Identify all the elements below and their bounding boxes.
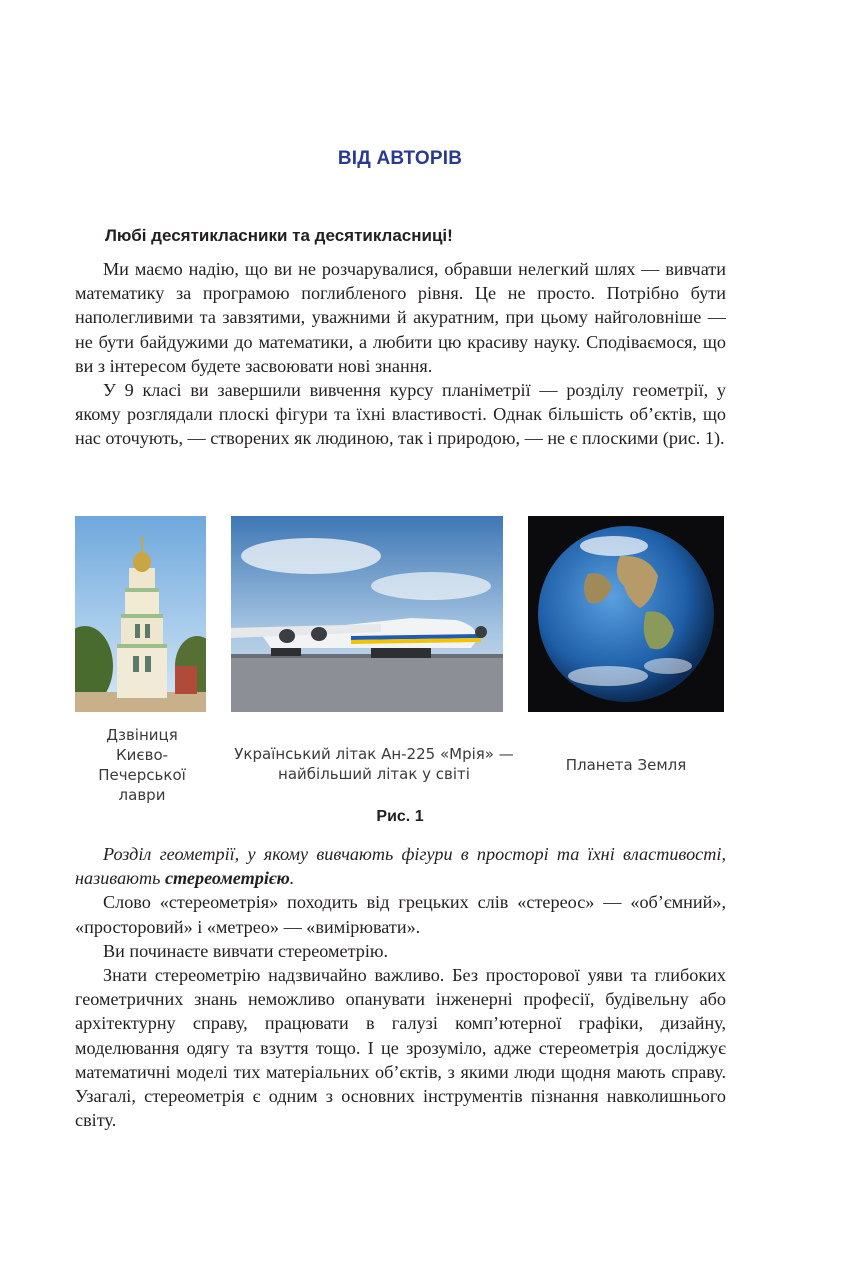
main-text — [75, 842, 726, 1132]
closing-paragraph-2: Ви починаєте вивчати стереометрію. — [103, 940, 389, 961]
closing-paragraph-3: Знати стереометрію надзвичайно важливо. Без просторової уяви та глибоких геометричних знань неможливо опанувати інженерні професії, будівельну або архітектурну справу, працювати в галузі комп’ютерної графіки, дизайну, моделювання одягу та взуття тощо. І це зрозуміло, адже стереометрія досліджує математичні моделі тих матеріальних об’єктів, з якими люди щодня мають справу. Узагалі, стереометрія є одним з основних інструментів пізнання навколишнього світу. — [75, 965, 726, 1131]
greeting-heading: Любі десятикласники та десятикласниці! — [105, 226, 453, 245]
caption-bell-tower: Дзвіниця Києво-Печерської лаври — [98, 726, 186, 804]
earth-photo — [528, 516, 724, 712]
figure-label: Рис. 1 — [376, 808, 424, 825]
caption-airplane: Український літак Ан-225 «Мрія» — найбільший літак у світі — [234, 745, 514, 783]
intro-paragraph-2: У 9 класі ви завершили вивчення курсу планіметрії — розділу геометрії, у якому розглядали плоскі фігури та їхні властивості. Однак більшість об’єктів, що нас оточують, — створених як людиною, так і природою, — не є плоскими (рис. 1). — [75, 380, 726, 449]
airplane-photo — [231, 516, 503, 712]
intro-text — [75, 257, 726, 451]
definition-paragraph — [75, 842, 726, 890]
caption-earth: Планета Земля — [565, 756, 687, 774]
intro-paragraph-1: Ми маємо надію, що ви не розчарувалися, обравши нелегкий шлях — вивчати математику за програмою поглибленого рівня. Це не просто. Потрібно бути наполегливими та завзятими, уважними й акуратним, при цьому найголовніше — не бути байдужими до математики, а любити цю красиву науку. Сподіваємося, що ви з інтересом будете засвоювати нові знання. — [75, 259, 726, 376]
definition-term: стереометрією — [164, 868, 290, 889]
section-heading: ВІД АВТОРІВ — [337, 148, 463, 169]
definition-end: . — [289, 868, 295, 889]
bell-tower-photo — [75, 516, 206, 712]
closing-paragraph-1: Слово «стереометрія» походить від грецьких слів «стереос» — «об’ємний», «просторовий» і «метрео» — «вимірювати». — [75, 892, 726, 937]
definition-lead: Розділ геометрії, у якому вивчають фігури в просторі та їхні властивості, називають — [75, 844, 726, 889]
